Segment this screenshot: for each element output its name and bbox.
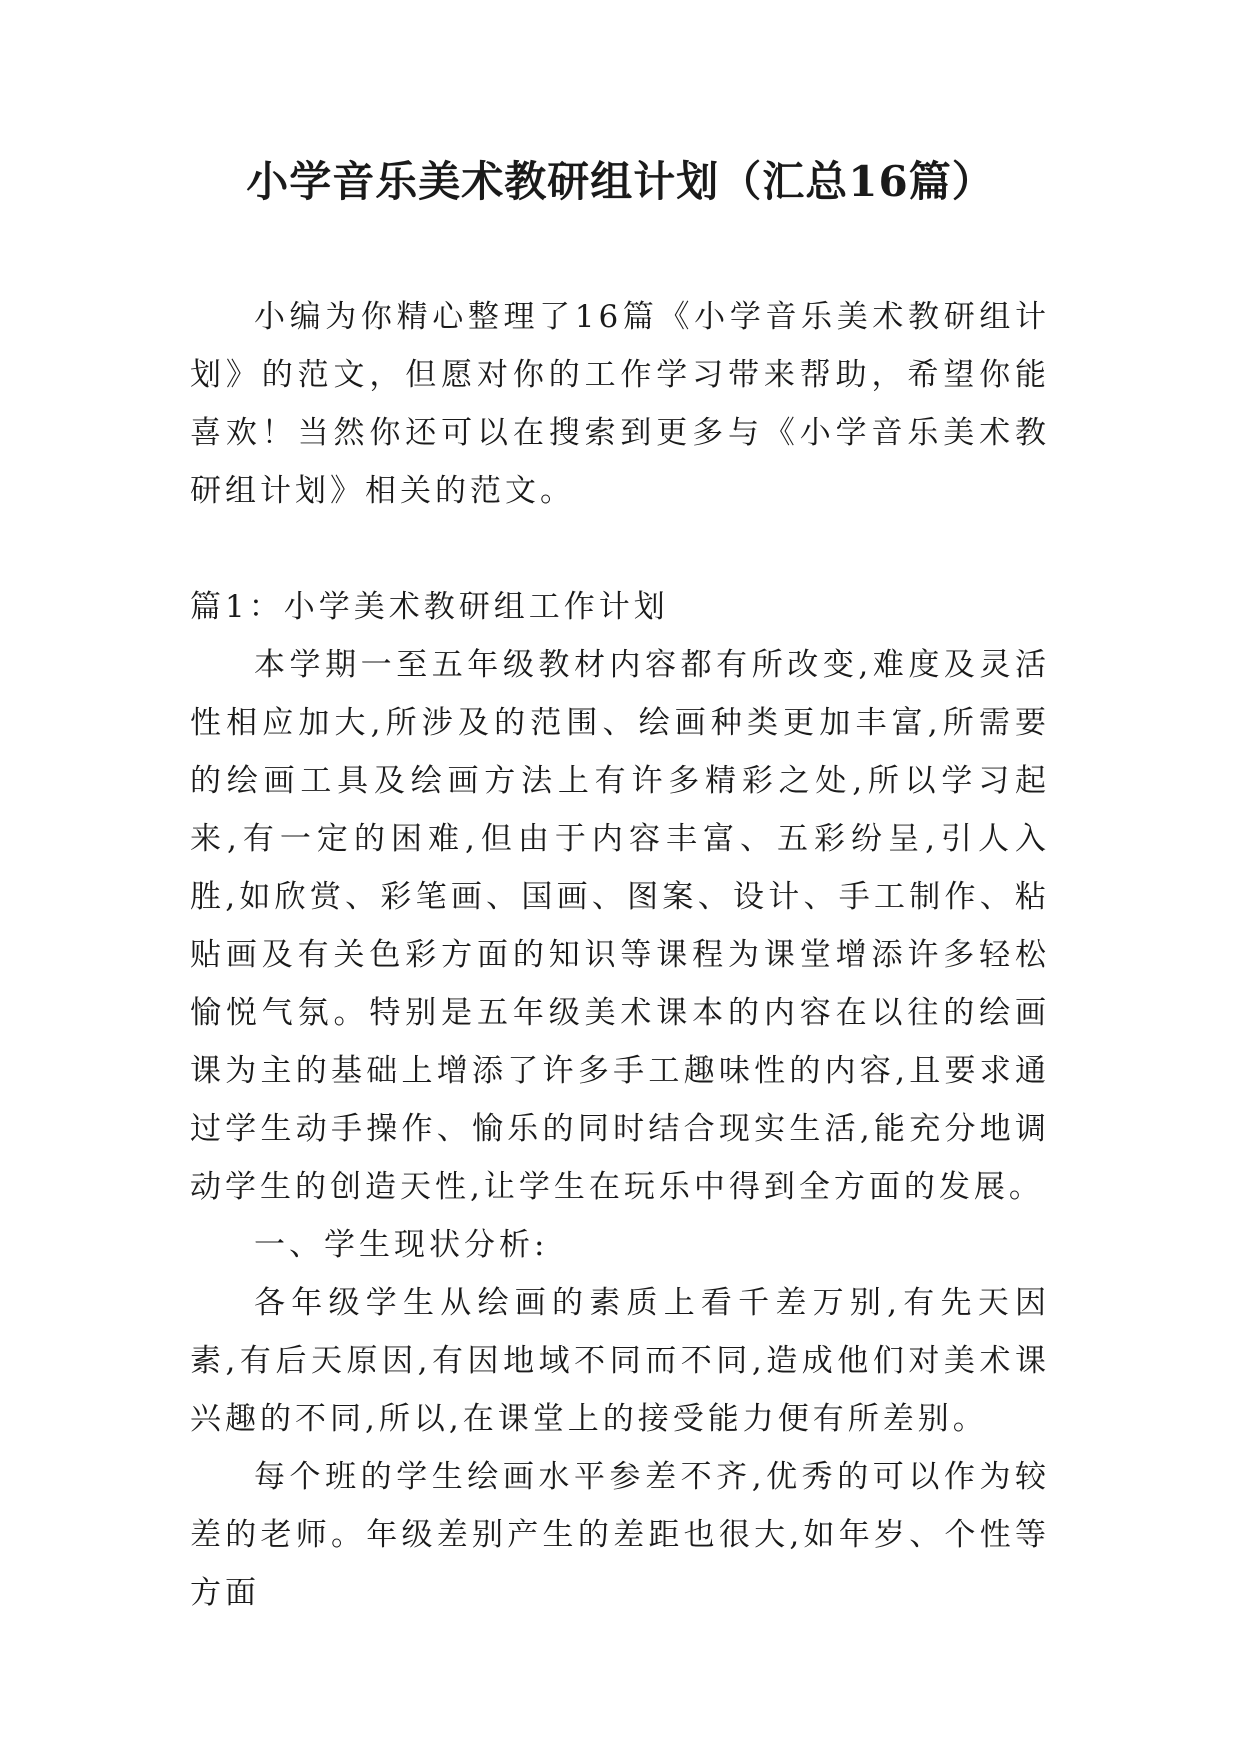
section-heading: 篇1：小学美术教研组工作计划: [190, 589, 669, 625]
document-title: 小学音乐美术教研组计划（汇总16篇）: [246, 157, 995, 206]
body-paragraph-2: 各年级学生从绘画的素质上看千差万别,有先天因素,有后天原因,有因地域不同而不同,造成他们对美术课兴趣的不同,所以,在课堂上的接受能力便有所差别。: [190, 1285, 1050, 1437]
intro-paragraph: 小编为你精心整理了16篇《小学音乐美术教研组计划》的范文，但愿对你的工作学习带来帮助，希望你能喜欢！当然你还可以在搜索到更多与《小学音乐美术教研组计划》相关的范文。: [190, 299, 1050, 509]
document-body: [190, 288, 1050, 1622]
subsection-heading: 一、学生现状分析:: [254, 1227, 549, 1263]
body-paragraph-1: 本学期一至五年级教材内容都有所改变,难度及灵活性相应加大,所涉及的范围、绘画种类更加丰富,所需要的绘画工具及绘画方法上有许多精彩之处,所以学习起来,有一定的困难,但由于内容丰富、五彩纷呈,引人入胜,如欣赏、彩笔画、国画、图案、设计、手工制作、粘贴画及有关色彩方面的知识等课程为课堂增添许多轻松愉悦气氛。特别是五年级美术课本的内容在以往的绘画课为主的基础上增添了许多手工趣味性的内容,且要求通过学生动手操作、愉乐的同时结合现实生活,能充分地调动学生的创造天性,让学生在玩乐中得到全方面的发展。: [190, 647, 1050, 1205]
body-paragraph-3: 每个班的学生绘画水平参差不齐,优秀的可以作为较差的老师。年级差别产生的差距也很大,如年岁、个性等方面: [190, 1459, 1050, 1611]
